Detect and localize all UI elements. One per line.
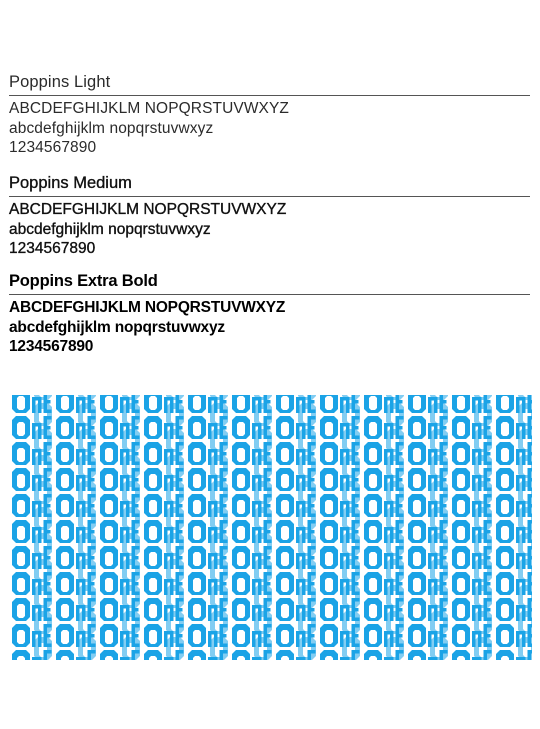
numbers-sample: 1234567890: [9, 338, 94, 355]
font-spec-medium: [9, 173, 530, 259]
font-spec-light: [9, 72, 530, 158]
font-name-extra-bold: Poppins Extra Bold: [9, 271, 530, 295]
uppercase-sample: ABCDEFGHIJKLM NOPQRSTUVWXYZ: [9, 201, 287, 218]
uppercase-sample: ABCDEFGHIJKLM NOPQRSTUVWXYZ: [9, 100, 290, 117]
numbers-sample: 1234567890: [9, 139, 97, 156]
one-logo-pattern-image: [9, 395, 532, 660]
font-specimen-extra-bold: [9, 298, 530, 357]
font-specimen-medium: [9, 200, 530, 259]
numbers-sample: 1234567890: [9, 240, 96, 257]
lowercase-sample: abcdefghijklm nopqrstuvwxyz: [9, 119, 214, 137]
font-spec-extra-bold: [9, 271, 530, 357]
uppercase-sample: ABCDEFGHIJKLM NOPQRSTUVWXYZ: [9, 299, 286, 316]
font-name-medium: Poppins Medium: [9, 173, 530, 197]
font-specimen-light: [9, 99, 530, 158]
font-name-light: Poppins Light: [9, 72, 530, 96]
lowercase-sample: abcdefghijklm nopqrstuvwxyz: [9, 318, 225, 336]
lowercase-sample: abcdefghijklm nopqrstuvwxyz: [9, 220, 211, 238]
